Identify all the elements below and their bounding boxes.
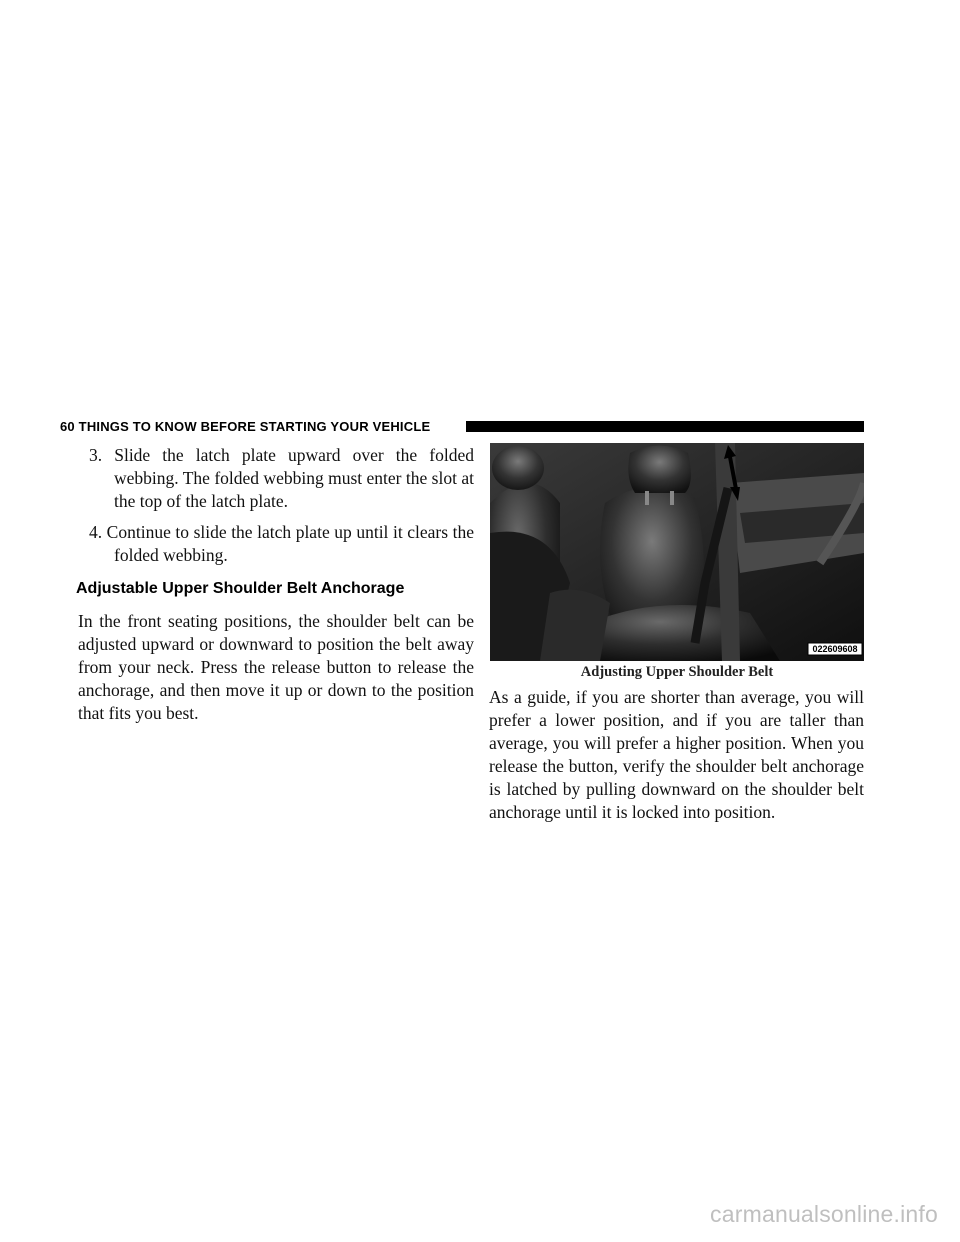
section-paragraph: In the front seating positions, the shoulder belt can be adjusted upward or downward to position the belt away from your neck. Press the release button to release the anchorage, and then move it up or down to the position that fits you best. xyxy=(78,611,474,723)
watermark: carmanualsonline.info xyxy=(710,1201,938,1227)
step-3: 3. Slide the latch plate upward over the folded webbing. The folded webbing must enter the slot at the top of the latch plate. xyxy=(89,445,474,511)
figure-caption: Adjusting Upper Shoulder Belt xyxy=(580,664,774,680)
page-header-title: 60 THINGS TO KNOW BEFORE STARTING YOUR VEHICLE xyxy=(60,419,431,434)
right-paragraph: As a guide, if you are shorter than average, you will prefer a lower position, and if you are taller than average, you will prefer a higher position. When you release the button, verify the shoulder belt anchorage is latched by pulling downward on the shoulder belt anchorage until it is locked into position. xyxy=(489,687,864,822)
step-4: 4. Continue to slide the latch plate up until it clears the folded webbing. xyxy=(89,522,474,565)
header-rule xyxy=(466,421,864,432)
figure-code: 022609608 xyxy=(812,644,858,654)
seat-belt-figure xyxy=(490,443,864,661)
page-header xyxy=(60,418,864,436)
left-column xyxy=(78,444,474,725)
seat-illustration xyxy=(490,443,864,661)
section-heading: Adjustable Upper Shoulder Belt Anchorage xyxy=(76,580,405,597)
